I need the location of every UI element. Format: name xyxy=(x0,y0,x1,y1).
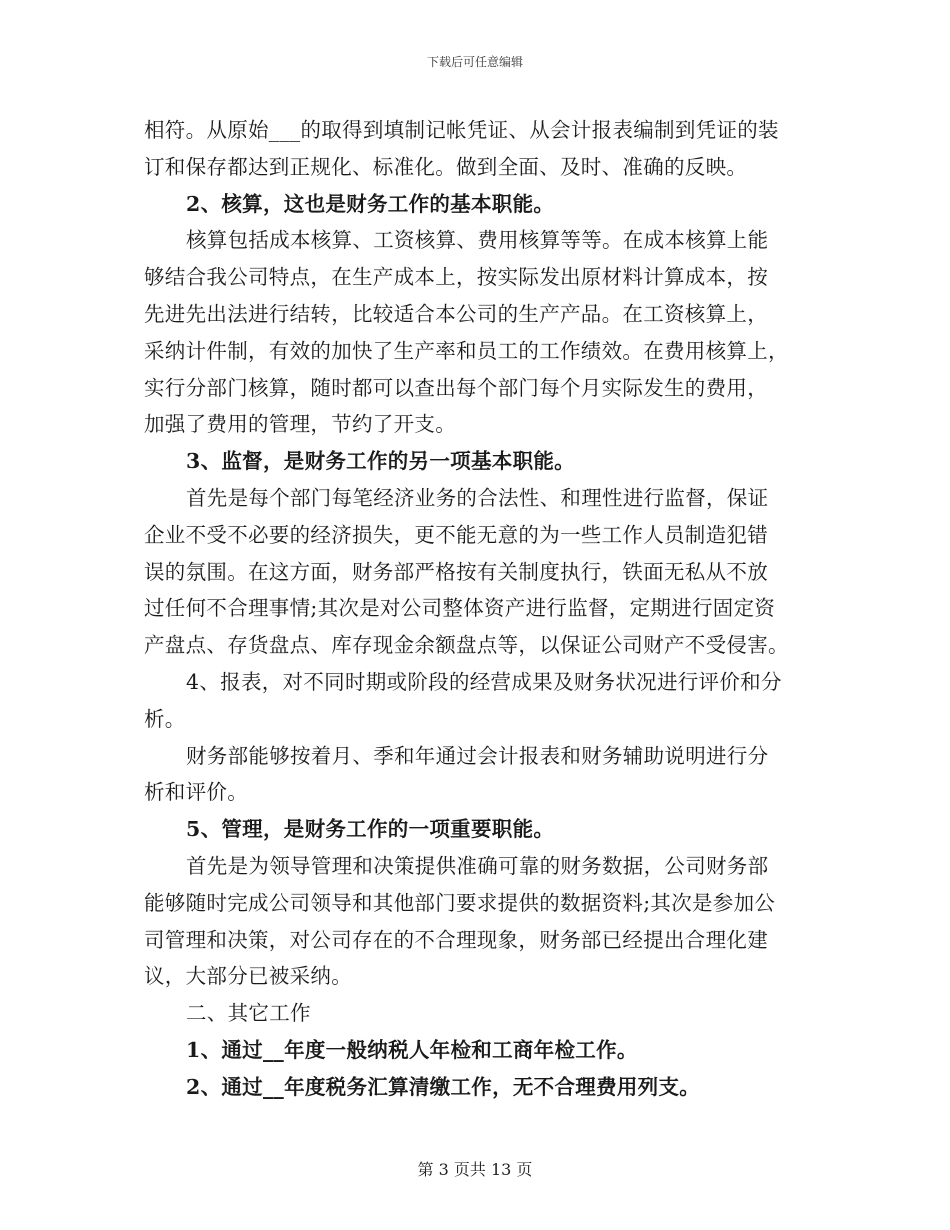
paragraph-line: 析和评价。 xyxy=(144,780,248,805)
paragraph-line: 能够随时完成公司领导和其他部门要求提供的数据资料;其次是参加公 xyxy=(144,890,776,915)
paragraph-line: 首先是为领导管理和决策提供准确可靠的财务数据，公司财务部 xyxy=(186,853,769,878)
paragraph-line: 过任何不合理事情;其次是对公司整体资产进行监督，定期进行固定资 xyxy=(144,596,776,621)
paragraph-line: 企业不受不必要的经济损失，更不能无意的为一些工作人员制造犯错 xyxy=(144,522,768,547)
section-heading: 2、核算，这也是财务工作的基本职能。 xyxy=(186,191,555,216)
paragraph-line: 相符。从原始___的取得到填制记帐凭证、从会计报表编制到凭证的装 xyxy=(144,118,779,142)
paragraph-line: 议，大部分已被采纳。 xyxy=(144,964,352,989)
page-header: 下载后可任意编辑 xyxy=(426,55,523,69)
section-heading: 二、其它工作 xyxy=(186,1001,311,1026)
list-item: 1、通过__年度一般纳税人年检和工商年检工作。 xyxy=(186,1037,638,1062)
section-heading: 3、监督，是财务工作的另一项基本职能。 xyxy=(186,449,575,474)
paragraph-line: 误的氛围。在这方面，财务部严格按有关制度执行，铁面无私从不放 xyxy=(144,559,768,584)
paragraph-line: 先进先出法进行结转，比较适合本公司的生产产品。在工资核算上， xyxy=(144,301,768,326)
paragraph-line: 订和保存都达到正规化、标准化。做到全面、及时、准确的反映。 xyxy=(144,154,748,179)
page-footer: 第 3 页共 13 页 xyxy=(417,1160,533,1179)
paragraph-line: 司管理和决策，对公司存在的不合理现象，财务部已经提出合理化建 xyxy=(144,927,768,952)
paragraph-line: 产盘点、存货盘点、库存现金余额盘点等，以保证公司财产不受侵害。 xyxy=(144,633,789,658)
list-item: 2、通过__年度税务汇算清缴工作，无不合理费用列支。 xyxy=(186,1074,701,1099)
paragraph-line: 财务部能够按着月、季和年通过会计报表和财务辅助说明进行分 xyxy=(186,743,769,768)
document-body xyxy=(144,112,808,1106)
paragraph-line: 析。 xyxy=(144,706,186,731)
paragraph-line: 首先是每个部门每笔经济业务的合法性、和理性进行监督，保证 xyxy=(186,485,769,510)
paragraph-line: 够结合我公司特点，在生产成本上，按实际发出原材料计算成本，按 xyxy=(144,265,768,290)
paragraph-line: 4、报表，对不同时期或阶段的经营成果及财务状况进行评价和分 xyxy=(186,669,782,694)
paragraph-line: 核算包括成本核算、工资核算、费用核算等等。在成本核算上能 xyxy=(186,228,769,253)
paragraph-line: 采纳计件制，有效的加快了生产率和员工的工作绩效。在费用核算上， xyxy=(144,338,789,363)
paragraph-line: 加强了费用的管理，节约了开支。 xyxy=(144,412,456,437)
paragraph-line: 实行分部门核算，随时都可以查出每个部门每个月实际发生的费用， xyxy=(144,375,768,400)
section-heading: 5、管理，是财务工作的一项重要职能。 xyxy=(186,817,555,842)
